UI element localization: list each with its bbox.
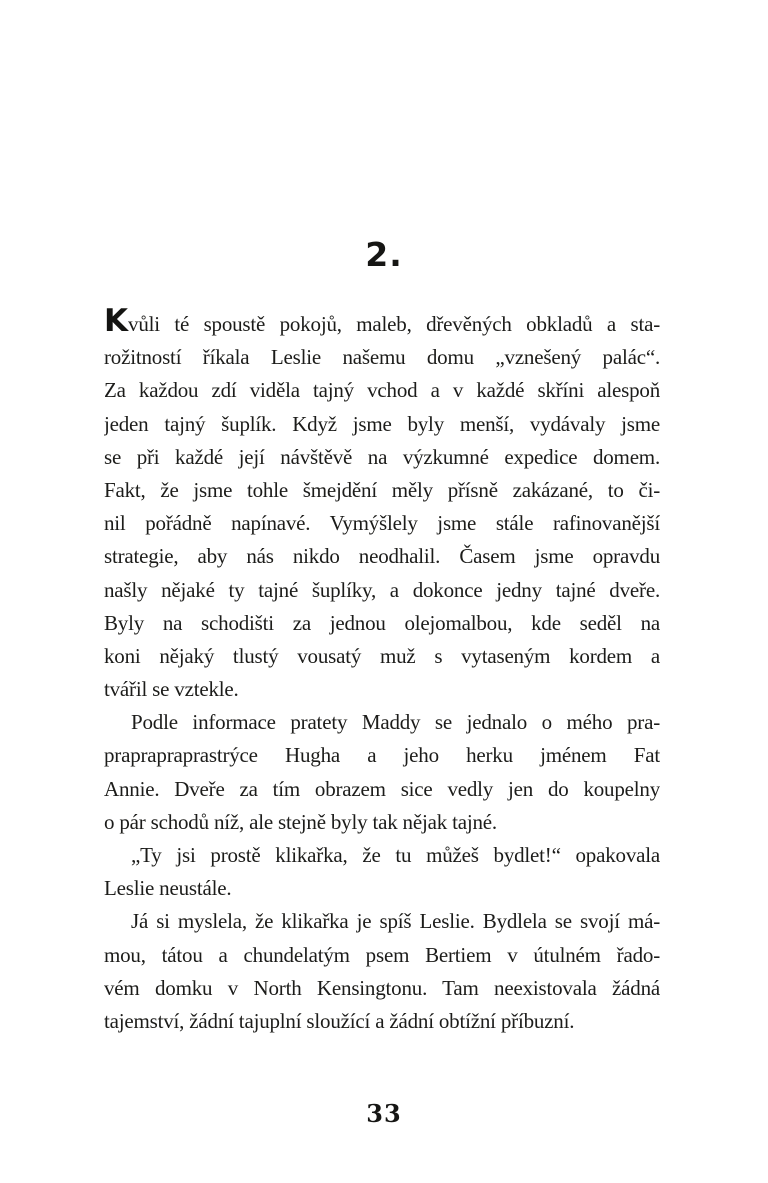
text-line: Kvůli té spoustě pokojů, maleb, dřevěných obkladů a sta- bbox=[104, 308, 660, 341]
text-line: tajemství, žádní tajuplní sloužící a žádní obtížní příbuzní. bbox=[104, 1008, 575, 1033]
text-line: tvářil se vztekle. bbox=[104, 677, 239, 702]
text-line: o pár schodů níž, ale stejně byly tak nějak tajné. bbox=[104, 809, 497, 834]
initial-letter: K bbox=[104, 308, 129, 339]
text-line: Podle informace pratety Maddy se jednalo o mého pra- bbox=[131, 710, 660, 735]
paragraph bbox=[104, 905, 660, 1038]
text-line: jeden tajný šuplík. Když jsme byly menší, vydávaly jsme bbox=[104, 411, 660, 436]
text-line: Byly na schodišti za jednou olejomalbou, kde seděl na bbox=[104, 610, 660, 635]
body-text bbox=[104, 308, 660, 1038]
text-line: nil pořádně napínavé. Vymýšlely jsme stále rafinovanější bbox=[104, 511, 660, 536]
text-line: se při každé její návštěvě na výzkumné expedice domem. bbox=[104, 444, 660, 469]
text-line: našly nějaké ty tajné šuplíky, a dokonce jedny tajné dveře. bbox=[104, 577, 660, 602]
text-line: praprapraprastrýce Hugha a jeho herku jménem Fat bbox=[104, 743, 660, 768]
text-line: Za každou zdí viděla tajný vchod a v každé skříni alespoň bbox=[104, 378, 660, 403]
paragraph bbox=[104, 839, 660, 905]
text-line: rožitností říkala Leslie našemu domu „vznešený palác“. bbox=[104, 345, 660, 370]
text-line: koni nějaký tlustý vousatý muž s vytaseným kordem a bbox=[104, 643, 660, 668]
text-line: „Ty jsi prostě klikařka, že tu můžeš bydlet!“ opakovala bbox=[131, 843, 660, 867]
paragraph bbox=[104, 308, 660, 706]
text-line: Annie. Dveře za tím obrazem sice vedly jen do koupelny bbox=[104, 776, 660, 801]
text-line: vém domku v North Kensingtonu. Tam neexistovala žádná bbox=[104, 975, 660, 1000]
text-line: Leslie neustále. bbox=[104, 876, 232, 901]
text-line: Fakt, že jsme tohle šmejdění měly přísně zakázané, to či- bbox=[104, 477, 660, 502]
text-line: mou, tátou a chundelatým psem Bertiem v útulném řado- bbox=[104, 942, 660, 967]
text-line: strategie, aby nás nikdo neodhalil. Časem jsme opravdu bbox=[104, 544, 660, 569]
page-number: 33 bbox=[366, 1099, 402, 1128]
text-line: Já si myslela, že klikařka je spíš Leslie. Bydlela se svojí má- bbox=[131, 909, 660, 934]
paragraph bbox=[104, 706, 660, 839]
chapter-number: 2. bbox=[365, 235, 403, 274]
